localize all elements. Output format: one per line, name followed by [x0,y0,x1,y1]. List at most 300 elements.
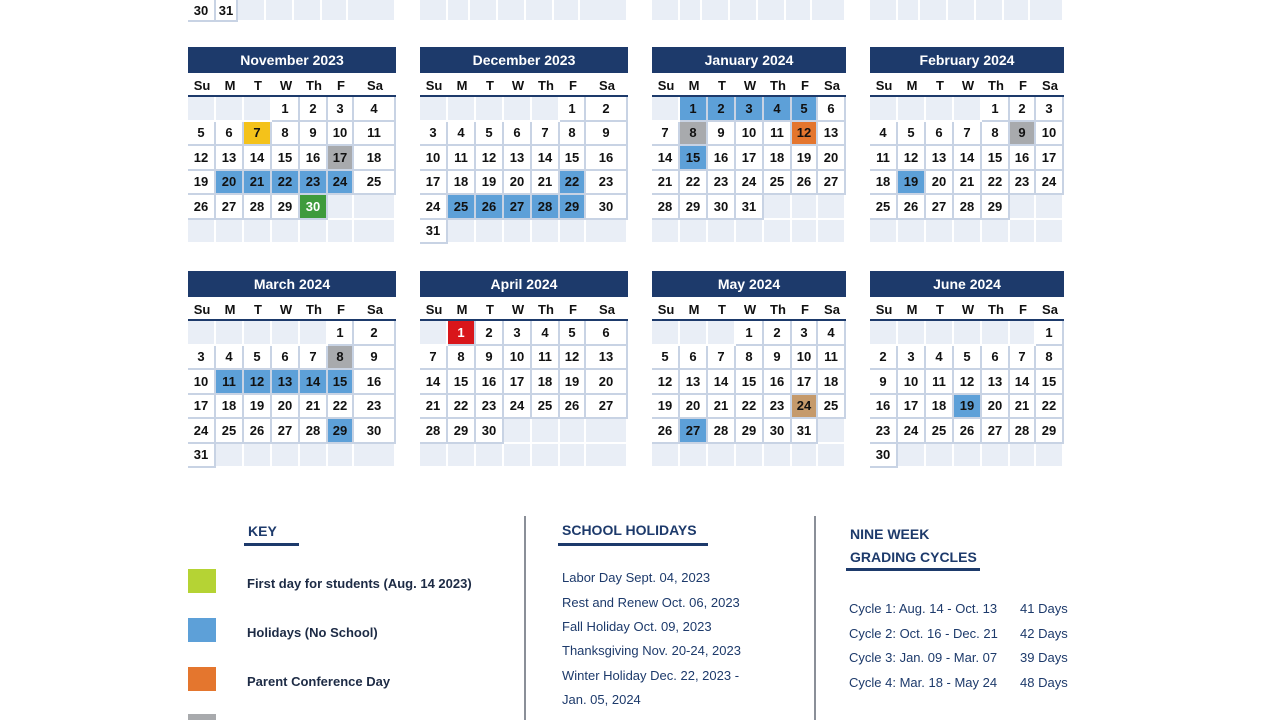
day-cell: 8 [680,122,708,147]
day-cell: 25 [926,419,954,444]
day-cell [1036,220,1064,245]
key-swatch-first-day [188,569,216,593]
weekday-header: F [1010,75,1036,97]
day-cell: 22 [328,395,354,420]
day-cell: 27 [586,395,628,420]
day-cell: 5 [792,97,818,122]
day-cell: 18 [818,370,846,395]
day-cell [216,444,244,469]
day-cell: 4 [870,122,898,147]
day-cell [818,195,846,220]
weekday-header: M [680,299,708,321]
day-cell: 25 [354,171,396,196]
day-cell: 8 [982,122,1010,147]
day-cell: 26 [476,195,504,220]
day-cell [1010,220,1036,245]
weekday-header: Th [764,299,792,321]
day-cell: 1 [736,321,764,346]
day-cell: 24 [898,419,926,444]
calendar-december-2023 [420,47,628,244]
day-cell: 30 [764,419,792,444]
month-grid [188,75,396,244]
day-cell [898,220,926,245]
day-cell: 20 [926,171,954,196]
day-cell: 10 [188,370,216,395]
day-cell [786,0,812,22]
holiday-item: Labor Day Sept. 04, 2023 [562,570,711,585]
calendar-april-2024 [420,271,628,468]
day-cell [818,444,846,469]
day-cell [1030,0,1064,22]
day-cell: 7 [420,346,448,371]
day-cell [504,220,532,245]
day-cell: 28 [532,195,560,220]
prev-month-strip [188,0,396,24]
month-grid [652,75,846,244]
weekday-header: F [792,299,818,321]
day-cell [1010,321,1036,346]
day-cell: 23 [870,419,898,444]
cycle-label: Cycle 3: Jan. 09 - Mar. 07 [849,650,998,665]
month-title: November 2023 [188,47,396,73]
day-cell: 26 [560,395,586,420]
day-cell: 16 [476,370,504,395]
day-cell [792,195,818,220]
day-cell: 6 [982,346,1010,371]
day-cell [322,0,348,22]
day-cell [680,444,708,469]
day-cell: 13 [272,370,300,395]
day-cell [870,97,898,122]
day-cell: 21 [300,395,328,420]
day-cell: 25 [448,195,476,220]
day-cell: 9 [586,122,628,147]
day-cell: 22 [1036,395,1064,420]
day-cell: 13 [982,370,1010,395]
day-cell [898,444,926,469]
day-cell: 4 [216,346,244,371]
day-cell: 6 [680,346,708,371]
month-title: June 2024 [870,271,1064,297]
weekday-header: T [926,75,954,97]
day-cell: 7 [708,346,736,371]
day-cell: 28 [652,195,680,220]
prev-month-strip [420,0,628,24]
day-cell: 11 [354,122,396,147]
day-cell: 25 [532,395,560,420]
cycle-label: Cycle 4: Mar. 18 - May 24 [849,675,998,690]
cycle-days: 41 Days [1020,601,1068,616]
day-cell: 24 [736,171,764,196]
day-cell: 21 [708,395,736,420]
day-cell: 29 [560,195,586,220]
day-cell: 11 [818,346,846,371]
day-cell: 14 [244,146,272,171]
day-cell: 22 [680,171,708,196]
day-cell: 9 [354,346,396,371]
day-cell: 2 [476,321,504,346]
day-cell [348,0,396,22]
day-cell: 21 [954,171,982,196]
day-cell: 28 [708,419,736,444]
month-grid [420,299,628,468]
weekday-header: Su [188,75,216,97]
day-cell: 9 [870,370,898,395]
day-cell [498,0,526,22]
day-cell [652,444,680,469]
day-cell [976,0,1004,22]
day-cell [652,220,680,245]
day-cell [898,97,926,122]
day-cell: 12 [188,146,216,171]
day-cell [580,0,628,22]
weekday-header: W [504,75,532,97]
day-cell [420,444,448,469]
day-cell: 15 [560,146,586,171]
weekday-header: Th [532,299,560,321]
day-cell [652,0,680,22]
day-cell: 16 [1010,146,1036,171]
day-cell [870,321,898,346]
day-cell: 15 [982,146,1010,171]
weekday-header: Sa [354,299,396,321]
day-cell: 21 [1010,395,1036,420]
day-cell: 30 [354,419,396,444]
day-cell: 5 [652,346,680,371]
weekday-header: Su [188,299,216,321]
day-cell [216,321,244,346]
key-swatch-parent-conference [188,667,216,691]
day-cell: 10 [328,122,354,147]
day-cell [532,444,560,469]
cycle-label: Cycle 2: Oct. 16 - Dec. 21 [849,626,998,641]
day-cell: 12 [954,370,982,395]
weekday-header: M [216,299,244,321]
month-title: January 2024 [652,47,846,73]
day-cell [294,0,322,22]
day-cell: 10 [420,146,448,171]
day-cell: 26 [652,419,680,444]
weekday-header: W [504,299,532,321]
day-cell: 1 [328,321,354,346]
day-cell: 2 [1010,97,1036,122]
day-cell [188,220,216,245]
weekday-header: Sa [586,75,628,97]
weekday-header: Sa [1036,75,1064,97]
day-cell: 1 [982,97,1010,122]
day-cell: 20 [504,171,532,196]
day-cell [982,321,1010,346]
day-cell: 21 [420,395,448,420]
weekday-header: T [926,299,954,321]
weekday-header: F [328,75,354,97]
day-cell [818,419,846,444]
day-cell: 10 [898,370,926,395]
day-cell: 7 [300,346,328,371]
day-cell: 31 [420,220,448,245]
day-cell: 13 [504,146,532,171]
day-cell: 9 [708,122,736,147]
day-cell [926,444,954,469]
day-cell [216,97,244,122]
month-title: May 2024 [652,271,846,297]
day-cell: 30 [188,0,216,22]
day-cell: 22 [982,171,1010,196]
weekday-header: Su [652,299,680,321]
day-cell: 27 [680,419,708,444]
day-cell: 31 [736,195,764,220]
month-grid [870,75,1064,244]
day-cell: 25 [870,195,898,220]
day-cell: 19 [652,395,680,420]
day-cell: 5 [188,122,216,147]
day-cell: 20 [680,395,708,420]
day-cell [1010,195,1036,220]
day-cell: 27 [272,419,300,444]
weekday-header: W [954,75,982,97]
day-cell: 6 [926,122,954,147]
cycle-days: 39 Days [1020,650,1068,665]
weekday-header: W [736,299,764,321]
day-cell [328,220,354,245]
holiday-item: Thanksgiving Nov. 20-24, 2023 [562,643,741,658]
day-cell: 10 [736,122,764,147]
day-cell: 23 [586,171,628,196]
day-cell: 19 [188,171,216,196]
day-cell: 14 [708,370,736,395]
day-cell: 16 [586,146,628,171]
day-cell: 17 [188,395,216,420]
cycle-days: 48 Days [1020,675,1068,690]
day-cell: 7 [954,122,982,147]
key-swatch-holidays [188,618,216,642]
day-cell: 23 [708,171,736,196]
day-cell: 30 [300,195,328,220]
day-cell: 11 [216,370,244,395]
weekday-header: T [244,75,272,97]
day-cell: 9 [300,122,328,147]
day-cell: 8 [736,346,764,371]
day-cell: 3 [504,321,532,346]
day-cell: 18 [926,395,954,420]
day-cell [300,220,328,245]
day-cell [476,97,504,122]
day-cell: 1 [272,97,300,122]
day-cell: 3 [792,321,818,346]
weekday-header: Su [420,75,448,97]
day-cell: 15 [272,146,300,171]
day-cell: 2 [354,321,396,346]
day-cell: 13 [680,370,708,395]
key-label-parent-conference: Parent Conference Day [247,674,391,689]
grading-heading-line2: GRADING CYCLES [850,549,977,565]
day-cell [954,444,982,469]
weekday-header: Sa [1036,299,1064,321]
day-cell [792,444,818,469]
day-cell: 2 [586,97,628,122]
weekday-header: F [560,299,586,321]
day-cell: 30 [476,419,504,444]
day-cell: 11 [532,346,560,371]
day-cell [448,97,476,122]
day-cell: 4 [448,122,476,147]
day-cell: 25 [764,171,792,196]
day-cell: 20 [272,395,300,420]
day-cell: 6 [586,321,628,346]
day-cell: 26 [188,195,216,220]
day-cell: 29 [736,419,764,444]
weekday-header: Th [300,299,328,321]
day-cell [560,444,586,469]
day-cell: 27 [926,195,954,220]
day-cell: 22 [560,171,586,196]
day-cell [708,220,736,245]
day-cell [764,444,792,469]
weekday-header: Su [870,299,898,321]
day-cell: 27 [982,419,1010,444]
day-cell: 6 [272,346,300,371]
weekday-header: F [792,75,818,97]
weekday-header: W [272,75,300,97]
cycle-label: Cycle 1: Aug. 14 - Oct. 13 [849,601,998,616]
day-cell: 23 [300,171,328,196]
day-cell: 2 [300,97,328,122]
day-cell: 19 [792,146,818,171]
day-cell: 1 [448,321,476,346]
weekday-header: Th [982,75,1010,97]
day-cell [266,0,294,22]
day-cell: 15 [448,370,476,395]
day-cell: 13 [216,146,244,171]
day-cell: 14 [420,370,448,395]
day-cell [532,97,560,122]
weekday-header: Su [652,75,680,97]
day-cell: 22 [448,395,476,420]
day-cell: 26 [792,171,818,196]
day-cell: 6 [216,122,244,147]
holiday-item: Jan. 05, 2024 [562,692,641,707]
month-grid [652,299,846,468]
weekday-header: W [954,299,982,321]
weekday-header: F [560,75,586,97]
day-cell: 29 [982,195,1010,220]
day-cell: 30 [708,195,736,220]
day-cell [680,321,708,346]
section-divider [524,516,526,720]
day-cell [244,444,272,469]
day-cell: 9 [764,346,792,371]
day-cell: 5 [476,122,504,147]
key-heading-underline [244,543,299,546]
day-cell [764,220,792,245]
day-cell: 2 [708,97,736,122]
day-cell: 23 [354,395,396,420]
day-cell [652,97,680,122]
day-cell: 17 [328,146,354,171]
day-cell: 12 [792,122,818,147]
weekday-header: M [898,299,926,321]
weekday-header: T [244,299,272,321]
day-cell: 17 [792,370,818,395]
day-cell: 3 [736,97,764,122]
day-cell [898,321,926,346]
weekday-header: F [328,299,354,321]
day-cell: 5 [954,346,982,371]
day-cell [702,0,730,22]
weekday-header: Su [870,75,898,97]
day-cell: 15 [328,370,354,395]
day-cell [870,0,898,22]
day-cell [736,444,764,469]
day-cell: 19 [476,171,504,196]
day-cell: 16 [354,370,396,395]
day-cell [730,0,758,22]
day-cell: 4 [818,321,846,346]
day-cell: 4 [926,346,954,371]
day-cell: 31 [188,444,216,469]
weekday-header: Su [420,299,448,321]
day-cell [216,220,244,245]
month-title: April 2024 [420,271,628,297]
day-cell [920,0,948,22]
day-cell: 12 [244,370,272,395]
day-cell: 10 [792,346,818,371]
day-cell [870,220,898,245]
day-cell: 29 [1036,419,1064,444]
day-cell: 1 [1036,321,1064,346]
day-cell [476,444,504,469]
day-cell: 12 [652,370,680,395]
day-cell [982,220,1010,245]
day-cell [898,0,920,22]
day-cell [532,419,560,444]
day-cell [708,444,736,469]
day-cell: 13 [926,146,954,171]
weekday-header: Th [764,75,792,97]
day-cell: 14 [652,146,680,171]
day-cell: 18 [870,171,898,196]
day-cell: 18 [448,171,476,196]
day-cell: 21 [532,171,560,196]
day-cell: 17 [1036,146,1064,171]
day-cell: 18 [354,146,396,171]
day-cell: 23 [476,395,504,420]
day-cell: 7 [244,122,272,147]
day-cell: 21 [652,171,680,196]
day-cell [948,0,976,22]
day-cell [238,0,266,22]
day-cell: 14 [954,146,982,171]
month-title: December 2023 [420,47,628,73]
cycle-days: 42 Days [1020,626,1068,641]
key-label-first-day: First day for students (Aug. 14 2023) [247,576,472,591]
day-cell: 3 [420,122,448,147]
day-cell [680,0,702,22]
day-cell: 12 [476,146,504,171]
day-cell [244,220,272,245]
day-cell [420,321,448,346]
day-cell: 26 [244,419,272,444]
day-cell: 16 [708,146,736,171]
day-cell: 31 [216,0,238,22]
day-cell: 28 [1010,419,1036,444]
day-cell [586,444,628,469]
day-cell [954,220,982,245]
day-cell: 6 [504,122,532,147]
day-cell [560,419,586,444]
day-cell [448,220,476,245]
day-cell [1004,0,1030,22]
